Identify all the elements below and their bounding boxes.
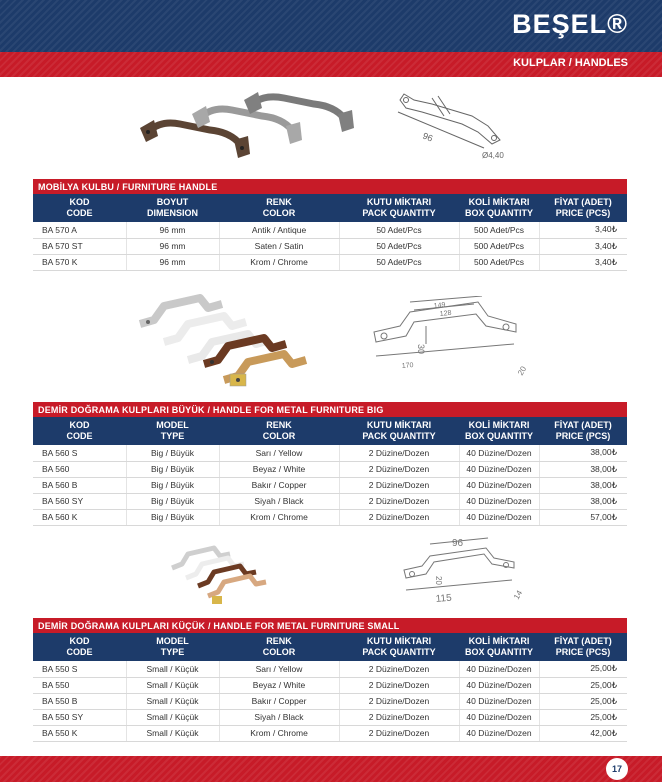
col-pack-qty: KUTU MİKTARI PACK QUANTITY (339, 633, 459, 661)
col-color: RENK COLOR (219, 417, 339, 445)
small-handle-section (33, 618, 627, 742)
small-handle-table (33, 633, 627, 742)
table-row: BA 570 A 96 mm Antik / Antique 50 Adet/Pcs 500 Adet/Pcs 3,40₺ (33, 222, 627, 238)
table-row: BA 550 B Small / Küçük Bakır / Copper 2 Düzine/Dozen 40 Düzine/Dozen 25,00₺ (33, 693, 627, 709)
table-row: BA 560 B Big / Büyük Bakır / Copper 2 Düzine/Dozen 40 Düzine/Dozen 38,00₺ (33, 477, 627, 493)
col-pack-qty: KUTU MİKTARI PACK QUANTITY (339, 417, 459, 445)
dimension-label: 115 (435, 592, 453, 605)
dimension-label: 170 (401, 362, 414, 370)
dimension-label: 20 (434, 576, 443, 585)
dimension-label: 128 (439, 309, 452, 318)
big-handle-drawing (366, 296, 542, 386)
col-code: KOD CODE (33, 417, 126, 445)
furniture-handle-table (33, 194, 627, 271)
col-box-qty: KOLİ MİKTARI BOX QUANTITY (459, 417, 539, 445)
table-row: BA 550 S Small / Küçük Sarı / Yellow 2 Düzine/Dozen 40 Düzine/Dozen 25,00₺ (33, 661, 627, 677)
table-row: BA 560 Big / Büyük Beyaz / White 2 Düzine/Dozen 40 Düzine/Dozen 38,00₺ (33, 461, 627, 477)
big-handle-photo (134, 294, 334, 392)
table-row: BA 560 S Big / Büyük Sarı / Yellow 2 Düzine/Dozen 40 Düzine/Dozen 38,00₺ (33, 445, 627, 461)
furniture-handle-drawing (392, 86, 522, 166)
big-handle-section (33, 402, 627, 526)
category-title: KULPLAR / HANDLES (513, 57, 628, 69)
table-row: BA 550 K Small / Küçük Krom / Chrome 2 Düzine/Dozen 40 Düzine/Dozen 42,00₺ (33, 725, 627, 741)
col-model: MODEL TYPE (126, 633, 219, 661)
table-row: BA 550 Small / Küçük Beyaz / White 2 Düzine/Dozen 40 Düzine/Dozen 25,00₺ (33, 677, 627, 693)
dimension-label: 30 (416, 344, 426, 355)
furniture-handle-section (33, 179, 627, 271)
section-title: MOBİLYA KULBU / FURNITURE HANDLE (33, 179, 627, 194)
dimension-label: 96 (452, 538, 464, 549)
furniture-handle-photo (140, 92, 385, 164)
dimension-label: 14 (511, 588, 525, 601)
col-price: FİYAT (ADET) PRICE (PCS) (539, 417, 627, 445)
small-handle-drawing (396, 536, 538, 608)
big-handle-table (33, 417, 627, 526)
table-row: BA 570 ST 96 mm Saten / Satin 50 Adet/Pcs 500 Adet/Pcs 3,40₺ (33, 238, 627, 254)
brand-logo: BEŞEL® (512, 9, 628, 39)
dimension-label: 96 (421, 130, 435, 144)
table-row: BA 560 SY Big / Büyük Siyah / Black 2 Düzine/Dozen 40 Düzine/Dozen 38,00₺ (33, 493, 627, 509)
table-row: BA 570 K 96 mm Krom / Chrome 50 Adet/Pcs 500 Adet/Pcs 3,40₺ (33, 254, 627, 270)
col-color: RENK COLOR (219, 633, 339, 661)
page-number: 17 (606, 758, 628, 780)
col-price: FİYAT (ADET) PRICE (PCS) (539, 194, 627, 222)
col-code: KOD CODE (33, 194, 126, 222)
col-color: RENK COLOR (219, 194, 339, 222)
col-box-qty: KOLİ MİKTARI BOX QUANTITY (459, 194, 539, 222)
dimension-label: 149 (433, 301, 446, 310)
table-row: BA 550 SY Small / Küçük Siyah / Black 2 Düzine/Dozen 40 Düzine/Dozen 25,00₺ (33, 709, 627, 725)
col-dimension: BOYUT DIMENSION (126, 194, 219, 222)
col-box-qty: KOLİ MİKTARI BOX QUANTITY (459, 633, 539, 661)
section-title: DEMİR DOĞRAMA KULPLARI BÜYÜK / HANDLE FOR METAL FURNITURE BIG (33, 402, 627, 417)
dimension-label: Ø4,40 (482, 151, 504, 160)
dimension-label: 20 (515, 364, 529, 377)
footer-band (0, 756, 662, 782)
small-handle-photo (168, 542, 278, 610)
col-model: MODEL TYPE (126, 417, 219, 445)
col-price: FİYAT (ADET) PRICE (PCS) (539, 633, 627, 661)
section-title: DEMİR DOĞRAMA KULPLARI KÜÇÜK / HANDLE FOR METAL FURNITURE SMALL (33, 618, 627, 633)
col-code: KOD CODE (33, 633, 126, 661)
col-pack-qty: KUTU MİKTARI PACK QUANTITY (339, 194, 459, 222)
table-row: BA 560 K Big / Büyük Krom / Chrome 2 Düzine/Dozen 40 Düzine/Dozen 57,00₺ (33, 509, 627, 525)
